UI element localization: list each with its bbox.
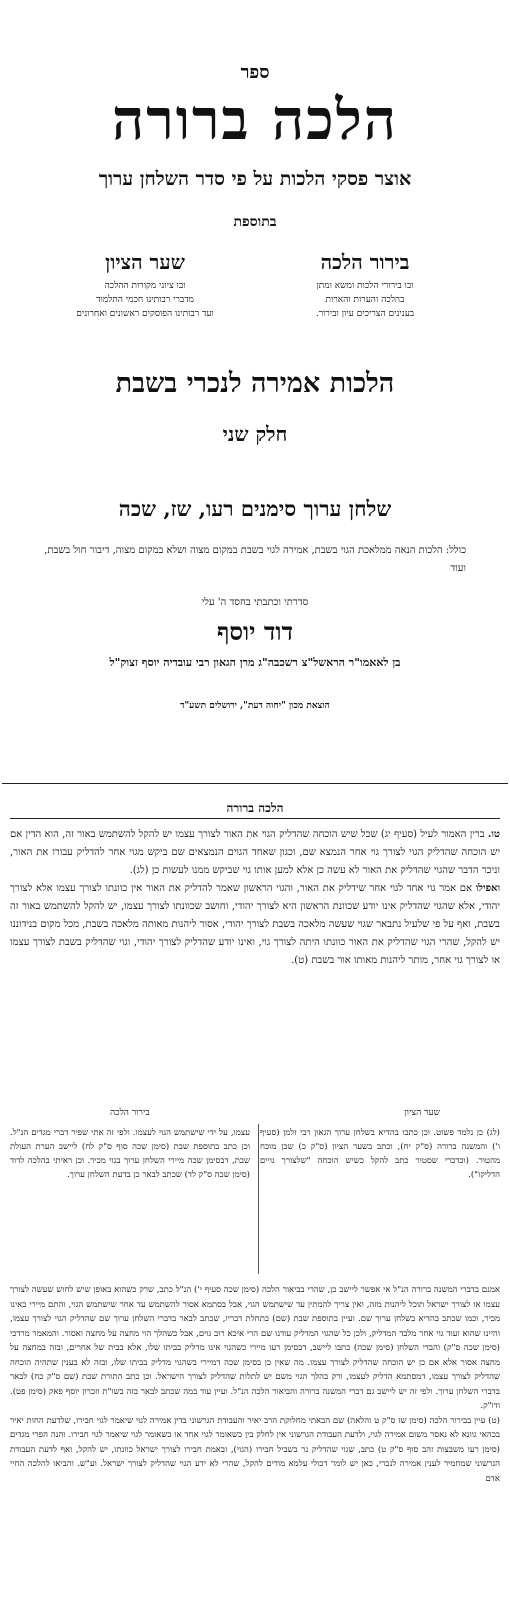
- column-headings: [10, 1107, 500, 1123]
- shulchan-aruch-line: שלחן ערוך סימנים רעו, שז, שכה: [118, 496, 392, 521]
- sefer-label: ספר: [240, 62, 270, 83]
- arranged-line: סדרתי וכתבתי בחסד ה' עלי: [201, 597, 309, 608]
- birur-line: ובו בירורי הלכות ומשא ומתן: [316, 281, 414, 291]
- part-label: חלק שני: [222, 422, 288, 446]
- paragraph-tet: [10, 826, 500, 880]
- author-name: דוד יוסף: [216, 617, 294, 646]
- birur-column-heading: בירור הלכה: [110, 1108, 150, 1118]
- paragraph-text: אם אמר גוי אחד לגוי אחר שידליק את האור, והגוי הראשון שאמר להדליק את האור אין כוונתו לצורך עצמו אלא לצורך יהודי, אלא שהגוי שהדליק אינו יודע שכוונת הראשון היא לצורך יהודי, וחושב שכוונתו לצורך עצמו, יש להקל להשתמש באור זה בשבת, ואף על פי שלעיל נתבאר שגוי שעשה מלאכה בשבת לצורך יהודי, אסור ליהנות מאותה מלאכה בשבת, מכל מקום בנידוננו יש להקל, שהרי הגוי שהדליק את האור כוונתו היתה לצורך גוי, ואינו יודע שהדליק לצורך יהודי, וגוי שהדליק בשבת לצורך עצמו או לצורך גוי אחר, מותר ליהנות מאותו אור בשבת (ט).: [10, 883, 500, 966]
- seif-lead-word: ואפילו: [475, 883, 500, 894]
- shaar-line: ובו ציוני מקורות ההלכה: [104, 281, 186, 291]
- running-header: הלכה ברורה: [10, 798, 500, 819]
- birur-halacha-block: [260, 250, 470, 321]
- paragraph-veafilu: [10, 880, 500, 970]
- addition-label: בתוספת: [233, 214, 277, 230]
- author-lineage: בן לאאמו"ר הראשל"צ רשכבה"ג מרן הגאון רבי עובדיה יוסף זצוק"ל: [109, 656, 401, 669]
- column-divider: [258, 1124, 259, 1274]
- birur-column-text: עצמו, על ידי שישתמש הגוי לעצמו. ולפי זה אתי שפיר דברי מגדים הנ"ל. וכן כתב בתוספת שבת (סימן שכה סוף ס"ק לח) ליישב הערת העולת שבת, דבסימן שכה מיירי השלחן ערוך בגוי מכיר. וכן ראיתי בהלכה לדוד (סימן שכה ס"ק לד) שכתב לבאר כן בדעת השלחן ערוך.: [10, 1128, 250, 1180]
- shaar-column-text: (לג) כן נלמד פשוט. וכן כתבו בהדיא בשלחן ערוך הגאון רבי זלמן (סעיף ו') והמשנה ברורה (ס"ק יח), וכתב בשער הציון (ס"ק כ) שכן מוכח מהטור. (וכדברי שסטור כתב להקל כשיש הוכחה "שלצורך גויים הדליקו").: [260, 1128, 500, 1180]
- notes-section: [10, 1283, 500, 1486]
- paragraph-text: ברין האמור לעיל (סעיף יג) שכל שיש הוכחה שהדליק הגוי את האור לצורך עצמו יש להקל להשתמש באור זה, הוא הדין אם יש הוכחה שהדליק הגוי לצורך גוי אחר הנמצא שם, וכגון שאחד הגוים הנמצאים שם ביקש מגוי אחר להדליק עבורו את האור, וניכר הדבר שהגוי שהדליק את האור לא עשה כן אלא למען אותו גוי שביקש ממנו לעשות כן (לג).: [10, 829, 500, 876]
- birur-line: בענינים הצריכים עיון ובירור.: [315, 309, 415, 319]
- shaar-hatziyun-block: [40, 250, 250, 321]
- note-paragraph: (ט) עיין בבירור הלכה (סימן שז ס"ק ט והלאה) שם הבאתי מחלוקת הרב יאיר והעבודת הגרשוני בדין אמירה לגוי שיאמר לגוי חבירו, שלדעת החות יאיר בכהאי גוונא לא נאסר משום אמירה לגוי, ולדעת העבודת הגרשוני אין לחלק בין כשאומר לגוי אחד או כשאומר לגוי שיאמר לגוי חבירו. והנה הפרי מגדים (סימן רעו משבצות זהב סוף ס"ק ט) כתב, שגוי שהדליק נר בשביל חבירו (הגוי), ובאמת חבירו לצורך ישראל כוונתו, יש להקל, ואף לדעת העבודת הגרשוני שמחמיר לענין אמירה לנכרי, כאן יש לומר דכולי עלמא מודים להקל, שהרי לא ידע הגוי שהדליק לצורך ישראל. וע"ש. והביאו להלכה החיי אדם: [10, 1415, 500, 1484]
- note-paragraph: אמנם בדברי המשנה ברורה הנ"ל אי אפשר ליישב כן, שהרי בביאור הלכה (סימן שכה סעיף י') הנ"ל כתב, שרק כשהוא באופן שיש לחוש שעשה לצורך עצמו או לצורך ישראל תוכל ליהנות מזה, ואין צריך להמתין עד שישתמש הגוי, אבל בסתמא אסור להשתמש עד אחר שישתמש הגוי, והתם מיירי באינו מכיר, וכמו שכתב בהדיא בשלחן ערוך שם. ועיין בתוספת שבת (שם) בתחלת דבריו, שכתב לבאר בדברי השלחן ערוך שם שהדליק הגוי לצורך עצמו, והיינו שהוא ועוד גוי אחר מלבד המדליק, ולכן כל שהגוי המדליק עודנו שם הרי איכא רוב גוים, אבל כשהלך הוי מחצה על מחצה ואסור. והמאמר מרדכי (סימן שכה ס"ק) והבדי השלחן (סימן שכה) כתבו ליישב, דבסימן רעו מיירי כשהגוי אינו מדליק בביתו שלו, אלא בבית של אחרים, ובזה במחצה על מחצה אסור אלא אם כן יש הוכחה שהדליק לצורך עצמו. מה שאין כן בסימן שכה דמיירי בשהגוי מדליק בביתו שלו, ובזה לא בענין שתהיה הוכחה שהדליק לצורך עצמו, דמסתמא הדליק לעצמו, ורק בהלך הגוי משם יש לתלות שהדליק לצורך הישראל. וכן כתב התורת שבת (שם ס"ק כח) לבאר בדברי השלחן ערוך. ולפי זה יש ליישב גם דברי המשנה ברורה והביאור הלכה הנ"ל. ועיין עוד במה שכתב לבאר בזה בשו"ת וזכרון יוסף פאק (סימן פט). ודו"ק.: [10, 1285, 500, 1411]
- shaar-line: מדברי רבותינו חכמי התלמוד: [96, 295, 194, 305]
- main-text: [10, 826, 500, 970]
- book-subtitle: אוצר פסקי הלכות על פי סדר השלחן ערוך: [98, 168, 412, 190]
- shaar-column-heading: שער הציון: [404, 1108, 440, 1118]
- page-top-rule: [2, 783, 508, 784]
- birur-line: בהלכה והערות והארות: [325, 295, 405, 305]
- shaar-line: ועד רבותינו הפוסקים ראשונים ואחרונים: [76, 309, 214, 319]
- shaar-heading: שער הציון: [105, 250, 185, 274]
- includes-description: כולל: הלכות הנאה ממלאכת הגוי בשבת, אמירה לגוי בשבת במקום מצוה ושלא במקום מצוה, דיבור חול בשבת, ועוד: [44, 545, 466, 574]
- halachot-title: הלכות אמירה לנכרי בשבת: [115, 368, 395, 399]
- seif-number: טו.: [487, 829, 500, 840]
- birur-heading: בירור הלכה: [320, 250, 410, 274]
- publisher-line: הוצאת מכון "יחוה דעת", ירושלים תשע"ד: [180, 701, 330, 711]
- book-title: הלכה ברורה: [111, 87, 399, 153]
